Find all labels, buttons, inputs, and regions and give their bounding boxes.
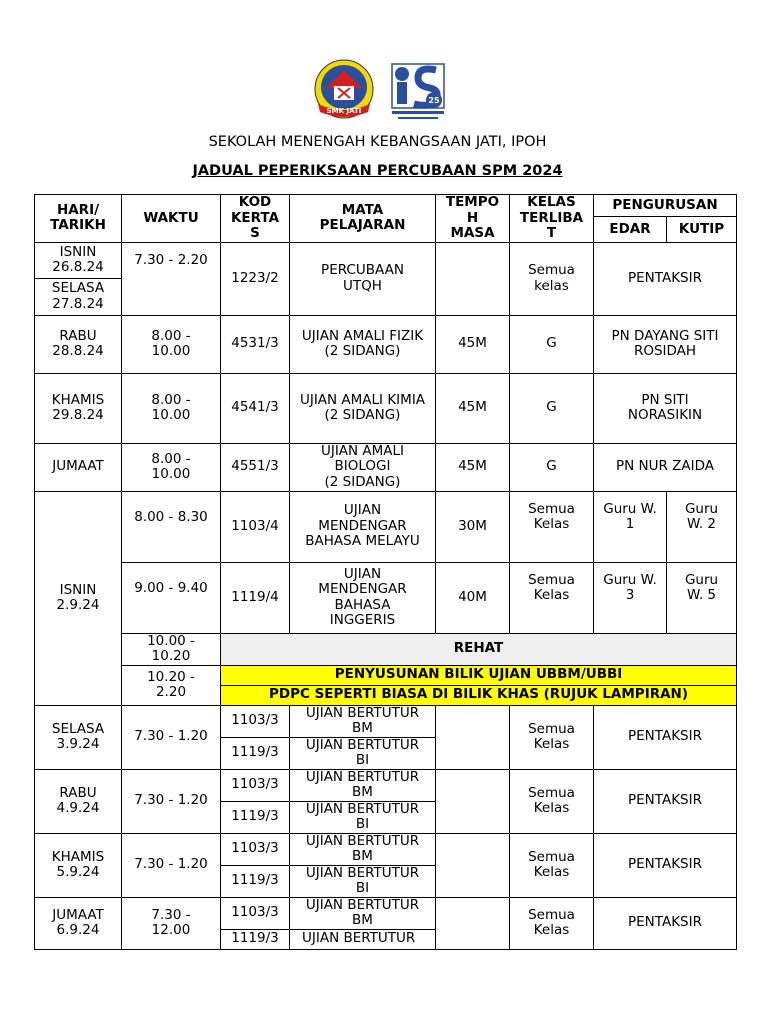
rehat-banner: REHAT xyxy=(221,633,737,665)
kelas-cell: G xyxy=(510,315,594,373)
mata-pelajaran-cell: UJIAN MENDENGAR BAHASA MELAYU xyxy=(290,491,436,562)
kelas-cell: G xyxy=(510,443,594,491)
waktu-cell: 7.30 - 12.00 xyxy=(122,897,221,949)
waktu-cell: 7.30 - 1.20 xyxy=(122,705,221,769)
tempoh-cell: 45M xyxy=(436,443,510,491)
waktu-cell: 7.30 - 2.20 xyxy=(122,242,221,315)
header-hari-tarikh: HARI/ TARIKH xyxy=(35,195,122,243)
mata-pelajaran-cell: UJIAN BERTUTUR BM xyxy=(290,769,436,801)
edar-cell: Guru W. 1 xyxy=(594,491,667,562)
exam-schedule-table xyxy=(34,194,737,950)
tempoh-cell xyxy=(436,242,510,315)
pengurusan-cell: PENTAKSIR xyxy=(594,897,737,949)
tempoh-cell xyxy=(436,705,510,769)
header-kod-kertas: KOD KERTA S xyxy=(221,195,290,243)
pengurusan-cell: PENTAKSIR xyxy=(594,242,737,315)
hari-cell: KHAMIS 29.8.24 xyxy=(35,373,122,443)
kelas-cell: Semua Kelas xyxy=(510,491,594,562)
hari-cell: SELASA 3.9.24 xyxy=(35,705,122,769)
kod-cell: 1103/4 xyxy=(221,491,290,562)
mata-pelajaran-cell: UJIAN AMALI FIZIK (2 SIDANG) xyxy=(290,315,436,373)
kod-cell: 1119/3 xyxy=(221,865,290,897)
kod-cell: 4541/3 xyxy=(221,373,290,443)
tempoh-cell xyxy=(436,833,510,897)
kelas-cell: G xyxy=(510,373,594,443)
kod-cell: 4531/3 xyxy=(221,315,290,373)
mata-pelajaran-cell: UJIAN BERTUTUR BI xyxy=(290,737,436,769)
kelas-cell: Semua Kelas xyxy=(510,833,594,897)
waktu-cell: 8.00 - 10.00 xyxy=(122,373,221,443)
tempoh-cell: 40M xyxy=(436,562,510,633)
kelas-cell: Semua kelas xyxy=(510,242,594,315)
kod-cell: 1103/3 xyxy=(221,705,290,737)
smk-jati-logo xyxy=(312,58,376,120)
kod-cell: 1119/3 xyxy=(221,801,290,833)
mata-pelajaran-cell: PERCUBAAN UTQH xyxy=(290,242,436,315)
edar-cell: Guru W. 3 xyxy=(594,562,667,633)
waktu-cell: 9.00 - 9.40 xyxy=(122,562,221,633)
kod-cell: 1119/3 xyxy=(221,929,290,949)
kod-cell: 1119/3 xyxy=(221,737,290,769)
pengurusan-cell: PENTAKSIR xyxy=(594,769,737,833)
kod-cell: 1119/4 xyxy=(221,562,290,633)
hari-cell: JUMAAT xyxy=(35,443,122,491)
hari-cell: ISNIN 26.8.24 xyxy=(35,242,122,278)
anniversary-25-text: 25 xyxy=(428,96,440,105)
hari-cell: RABU 4.9.24 xyxy=(35,769,122,833)
kelas-cell: Semua Kelas xyxy=(510,897,594,949)
kutip-cell: Guru W. 2 xyxy=(667,491,737,562)
waktu-cell: 8.00 - 10.00 xyxy=(122,443,221,491)
waktu-cell: 8.00 - 8.30 xyxy=(122,491,221,562)
header-kutip: KUTIP xyxy=(667,217,737,242)
document-title: JADUAL PEPERIKSAAN PERCUBAAN SPM 2024 xyxy=(192,163,563,179)
waktu-cell: 8.00 - 10.00 xyxy=(122,315,221,373)
mata-pelajaran-cell: UJIAN BERTUTUR BI xyxy=(290,801,436,833)
kod-cell: 1103/3 xyxy=(221,769,290,801)
kod-cell: 1103/3 xyxy=(221,833,290,865)
mata-pelajaran-cell: UJIAN BERTUTUR xyxy=(290,929,436,949)
anniversary-25-logo xyxy=(388,60,448,122)
header-mata-pelajaran: MATA PELAJARAN xyxy=(290,195,436,243)
pengurusan-cell: PN NUR ZAIDA xyxy=(594,443,737,491)
tempoh-cell: 45M xyxy=(436,373,510,443)
hari-cell: RABU 28.8.24 xyxy=(35,315,122,373)
waktu-cell: 7.30 - 1.20 xyxy=(122,833,221,897)
kod-cell: 4551/3 xyxy=(221,443,290,491)
kod-cell: 1223/2 xyxy=(221,242,290,315)
penyusunan-banner: PENYUSUNAN BILIK UJIAN UBBM/UBBI xyxy=(221,665,737,685)
smk-jati-logo-text: SMK JATI xyxy=(326,107,362,115)
hari-cell: JUMAAT 6.9.24 xyxy=(35,897,122,949)
school-name: SEKOLAH MENENGAH KEBANGSAAN JATI, IPOH xyxy=(208,134,547,150)
header-pengurusan: PENGURUSAN xyxy=(594,195,737,217)
mata-pelajaran-cell: UJIAN BERTUTUR BI xyxy=(290,865,436,897)
header-tempoh-masa: TEMPO H MASA xyxy=(436,195,510,243)
kelas-cell: Semua Kelas xyxy=(510,562,594,633)
waktu-cell: 10.00 - 10.20 xyxy=(122,633,221,665)
mata-pelajaran-cell: UJIAN AMALI BIOLOGI (2 SIDANG) xyxy=(290,443,436,491)
pdpc-banner: PDPC SEPERTI BIASA DI BILIK KHAS (RUJUK LAMPIRAN) xyxy=(221,685,737,705)
header-waktu: WAKTU xyxy=(122,195,221,243)
hari-cell: SELASA 27.8.24 xyxy=(35,278,122,315)
kelas-cell: Semua Kelas xyxy=(510,705,594,769)
kutip-cell: Guru W. 5 xyxy=(667,562,737,633)
hari-cell: KHAMIS 5.9.24 xyxy=(35,833,122,897)
kod-cell: 1103/3 xyxy=(221,897,290,929)
pengurusan-cell: PENTAKSIR xyxy=(594,833,737,897)
mata-pelajaran-cell: UJIAN AMALI KIMIA (2 SIDANG) xyxy=(290,373,436,443)
tempoh-cell xyxy=(436,897,510,949)
pengurusan-cell: PN SITI NORASIKIN xyxy=(594,373,737,443)
mata-pelajaran-cell: UJIAN BERTUTUR BM xyxy=(290,705,436,737)
tempoh-cell: 45M xyxy=(436,315,510,373)
logo-row xyxy=(0,58,768,122)
tempoh-cell xyxy=(436,769,510,833)
mata-pelajaran-cell: UJIAN BERTUTUR BM xyxy=(290,833,436,865)
header-kelas-terlibat: KELAS TERLIBA T xyxy=(510,195,594,243)
header-edar: EDAR xyxy=(594,217,667,242)
kelas-cell: Semua Kelas xyxy=(510,769,594,833)
waktu-cell: 10.20 - 2.20 xyxy=(122,665,221,705)
mata-pelajaran-cell: UJIAN BERTUTUR BM xyxy=(290,897,436,929)
pengurusan-cell: PN DAYANG SITI ROSIDAH xyxy=(594,315,737,373)
pengurusan-cell: PENTAKSIR xyxy=(594,705,737,769)
tempoh-cell: 30M xyxy=(436,491,510,562)
waktu-cell: 7.30 - 1.20 xyxy=(122,769,221,833)
mata-pelajaran-cell: UJIAN MENDENGAR BAHASA INGGERIS xyxy=(290,562,436,633)
hari-cell: ISNIN 2.9.24 xyxy=(35,491,122,705)
